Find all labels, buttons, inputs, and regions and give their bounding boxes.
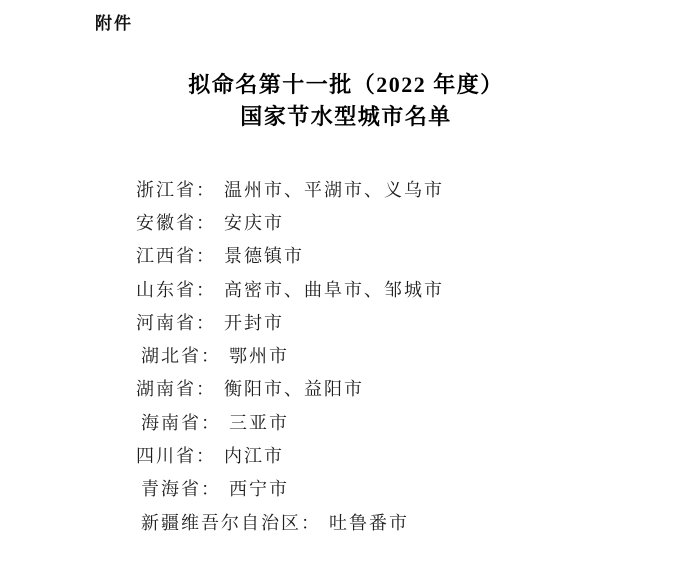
list-item (136, 205, 616, 238)
list-item (136, 405, 616, 438)
page-title-line2: 国家节水型城市名单 (240, 104, 452, 129)
list-item (136, 472, 616, 505)
cities-text: 三亚市 (229, 412, 289, 433)
list-item (136, 239, 616, 272)
separator: ： (301, 512, 321, 533)
separator: ： (196, 179, 216, 200)
cities-text: 内江市 (224, 446, 284, 467)
list-item (136, 438, 616, 471)
separator: ： (196, 379, 216, 400)
province-label: 山东省 (136, 279, 196, 300)
separator: ： (196, 246, 216, 267)
separator: ： (196, 446, 216, 467)
list-item (136, 305, 616, 338)
province-label: 青海省 (141, 479, 201, 500)
attachment-label: 附件 (95, 14, 133, 33)
cities-text: 安庆市 (224, 212, 284, 233)
province-label: 四川省 (136, 446, 196, 467)
cities-text: 鄂州市 (229, 346, 289, 367)
list-item (136, 505, 616, 538)
page-title-line1: 拟命名第十一批（2022 年度） (188, 72, 504, 97)
cities-text: 景德镇市 (224, 246, 304, 267)
separator: ： (196, 279, 216, 300)
list-item (136, 172, 616, 205)
province-label: 湖南省 (136, 379, 196, 400)
separator: ： (196, 212, 216, 233)
province-label: 河南省 (136, 312, 196, 333)
cities-text: 吐鲁番市 (329, 512, 409, 533)
cities-text: 衡阳市、益阳市 (224, 379, 364, 400)
cities-text: 西宁市 (229, 479, 289, 500)
list-item (136, 372, 616, 405)
list-item (136, 272, 616, 305)
separator: ： (201, 479, 221, 500)
cities-text: 温州市、平湖市、义乌市 (224, 179, 444, 200)
list-item (136, 338, 616, 371)
province-label: 海南省 (141, 412, 201, 433)
separator: ： (196, 312, 216, 333)
province-label: 浙江省 (136, 179, 196, 200)
province-label: 江西省 (136, 246, 196, 267)
page-title (0, 69, 692, 133)
cities-text: 开封市 (224, 312, 284, 333)
province-label: 湖北省 (141, 346, 201, 367)
province-label: 安徽省 (136, 212, 196, 233)
cities-text: 高密市、曲阜市、邹城市 (224, 279, 444, 300)
province-label: 新疆维吾尔自治区 (141, 512, 301, 533)
separator: ： (201, 412, 221, 433)
city-list (136, 172, 616, 538)
separator: ： (201, 346, 221, 367)
